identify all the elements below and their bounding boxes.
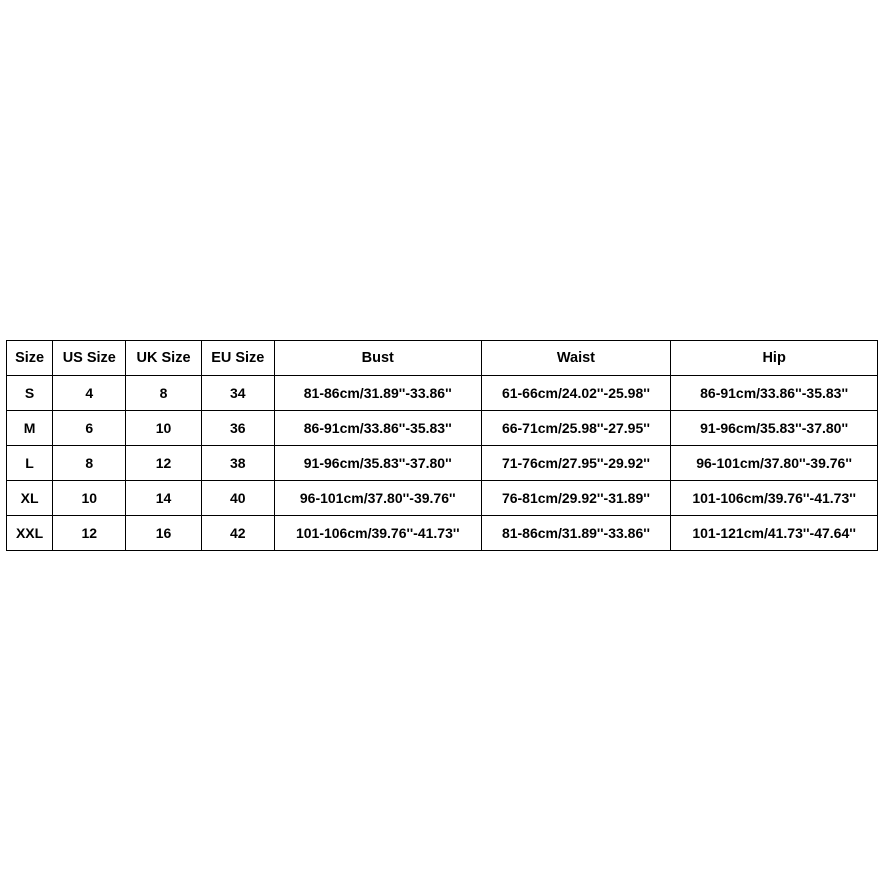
cell-hip: 91-96cm/35.83''-37.80'' [671, 411, 878, 446]
cell-uk-size: 10 [126, 411, 201, 446]
table-row [7, 376, 878, 411]
cell-waist: 66-71cm/25.98''-27.95'' [481, 411, 671, 446]
cell-waist: 61-66cm/24.02''-25.98'' [481, 376, 671, 411]
cell-eu-size: 42 [201, 516, 274, 551]
cell-bust: 81-86cm/31.89''-33.86'' [274, 376, 481, 411]
cell-eu-size: 40 [201, 481, 274, 516]
cell-uk-size: 8 [126, 376, 201, 411]
header-bust: Bust [274, 341, 481, 376]
size-chart-table [6, 340, 878, 551]
cell-hip: 86-91cm/33.86''-35.83'' [671, 376, 878, 411]
header-us-size: US Size [53, 341, 126, 376]
cell-hip: 96-101cm/37.80''-39.76'' [671, 446, 878, 481]
cell-hip: 101-106cm/39.76''-41.73'' [671, 481, 878, 516]
table-header-row [7, 341, 878, 376]
cell-us-size: 6 [53, 411, 126, 446]
cell-eu-size: 36 [201, 411, 274, 446]
cell-size: XL [7, 481, 53, 516]
cell-size: L [7, 446, 53, 481]
cell-size: XXL [7, 516, 53, 551]
cell-uk-size: 16 [126, 516, 201, 551]
header-uk-size: UK Size [126, 341, 201, 376]
cell-us-size: 10 [53, 481, 126, 516]
cell-uk-size: 14 [126, 481, 201, 516]
cell-bust: 101-106cm/39.76''-41.73'' [274, 516, 481, 551]
cell-waist: 76-81cm/29.92''-31.89'' [481, 481, 671, 516]
cell-bust: 91-96cm/35.83''-37.80'' [274, 446, 481, 481]
cell-bust: 86-91cm/33.86''-35.83'' [274, 411, 481, 446]
table-row [7, 446, 878, 481]
cell-bust: 96-101cm/37.80''-39.76'' [274, 481, 481, 516]
cell-size: S [7, 376, 53, 411]
cell-us-size: 4 [53, 376, 126, 411]
cell-uk-size: 12 [126, 446, 201, 481]
header-eu-size: EU Size [201, 341, 274, 376]
cell-hip: 101-121cm/41.73''-47.64'' [671, 516, 878, 551]
header-waist: Waist [481, 341, 671, 376]
header-hip: Hip [671, 341, 878, 376]
table-row [7, 411, 878, 446]
cell-waist: 81-86cm/31.89''-33.86'' [481, 516, 671, 551]
table-row [7, 516, 878, 551]
header-size: Size [7, 341, 53, 376]
table-row [7, 481, 878, 516]
cell-size: M [7, 411, 53, 446]
cell-us-size: 12 [53, 516, 126, 551]
cell-waist: 71-76cm/27.95''-29.92'' [481, 446, 671, 481]
cell-us-size: 8 [53, 446, 126, 481]
cell-eu-size: 38 [201, 446, 274, 481]
cell-eu-size: 34 [201, 376, 274, 411]
